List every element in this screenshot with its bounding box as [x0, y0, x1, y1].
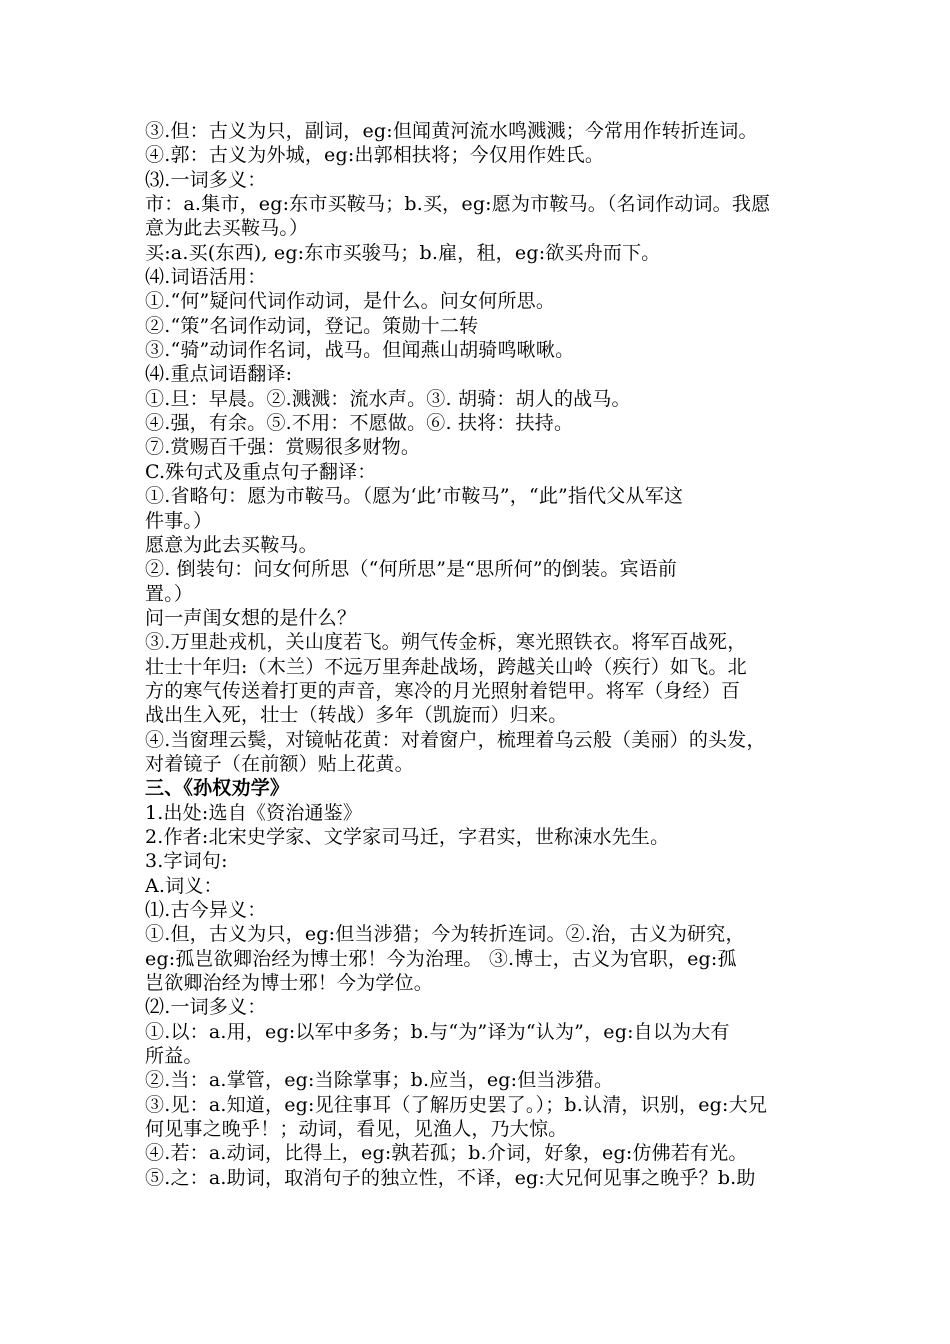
text-line: 2.作者:北宋史学家、文学家司马迁，字君实，世称涑水先生。 — [145, 825, 670, 848]
text-line: ④.当窗理云鬓，对镜帖花黄：对着窗户，梳理着乌云般（美丽）的头发， — [145, 728, 766, 751]
text-line: ⑤.之：a.助词，取消句子的独立性，不译，eg:大兄何见事之晚乎？b.助 — [145, 1166, 756, 1189]
text-line: ③.但：古义为只，副词，eg:但闻黄河流水鸣溅溅；今常用作转折连词。 — [145, 120, 758, 142]
text-line: ①.省略句：愿为市鞍马。（愿为‘此’市鞍马”，“此”指代父从军这 — [145, 485, 684, 508]
text-line: ①.“何”疑问代词作动词，是什么。问女何所思。 — [145, 290, 556, 313]
section-label: ⑵.一词多义： — [145, 996, 267, 1019]
section-heading: 三、《孙权劝学》 — [145, 777, 290, 800]
text-line: 战出生入死，壮士（转战）多年（凯旋而）归来。 — [145, 704, 568, 727]
text-line: 市：a.集市，eg:东市买鞍马；b.买，eg:愿为市鞍马。（名词作动词。我愿 — [145, 193, 771, 216]
text-line: 对着镜子（在前额）贴上花黄。 — [145, 752, 414, 775]
text-line: ②. 倒装句：问女何所思（“何所思”是“思所何”的倒装。宾语前 — [145, 558, 678, 581]
text-line: 何见事之晚乎！；动词，看见，见渔人，乃大惊。 — [145, 1118, 568, 1141]
text-line: ④.强，有余。⑤.不用：不愿做。⑥. 扶将：扶持。 — [145, 412, 574, 435]
text-line: 买:a.买(东西), eg:东市买骏马；b.雇，租，eg:欲买舟而下。 — [145, 241, 661, 264]
section-label: C.殊句式及重点句子翻译： — [145, 460, 377, 483]
section-label: ⑷.重点词语翻译: — [145, 363, 293, 386]
section-label: ⑴.古今异义： — [145, 899, 267, 921]
text-line: ④.若：a.动词，比得上，eg:孰若孤；b.介词，好象，eg:仿佛若有光。 — [145, 1142, 748, 1165]
document-body — [145, 119, 825, 1190]
text-line: 岂欲卿治经为博士邪！今为学位。 — [145, 972, 434, 995]
text-line: 3.字词句: — [145, 850, 228, 873]
text-line: ②.“策”名词作动词，登记。策勋十二转 — [145, 314, 479, 337]
text-line: 意为此去买鞍马。） — [145, 217, 309, 240]
section-label: A.词义： — [145, 874, 223, 897]
text-line: 所益。 — [145, 1045, 203, 1068]
text-line: ③.“骑”动词作名词，战马。但闻燕山胡骑鸣啾啾。 — [145, 339, 575, 362]
text-line: ①.旦：早晨。②.溅溅：流水声。③. 胡骑：胡人的战马。 — [145, 387, 631, 410]
text-line: ③.见：a.知道，eg:见往事耳（了解历史罢了。）；b.认清，识别，eg:大兄 — [145, 1093, 768, 1116]
text-line: ②.当：a.掌管，eg:当除掌事；b.应当，eg:但当涉猎。 — [145, 1069, 614, 1092]
text-line: eg:孤岂欲卿治经为博士邪！今为治理。 ③.博士，古义为官职，eg:孤 — [145, 947, 737, 970]
text-line: ①.但，古义为只，eg:但当涉猎；今为转折连词。②.治，古义为研究， — [145, 923, 745, 946]
text-line: 件事。） — [145, 509, 213, 532]
text-line: ④.郭：古义为外城，eg:出郭相扶将；今仅用作姓氏。 — [145, 144, 605, 167]
text-line: ⑦.赏赐百千强：赏赐很多财物。 — [145, 436, 421, 459]
text-line: ③.万里赴戎机，关山度若飞。朔气传金柝，寒光照铁衣。将军百战死， — [145, 631, 747, 654]
text-line: 1.出处:选自《资治通鉴》 — [145, 801, 363, 824]
section-label: ⑷.词语活用： — [145, 266, 267, 289]
text-line: 方的寒气传送着打更的声音，寒冷的月光照射着铠甲。将军（身经）百 — [145, 679, 741, 702]
text-line: 问一声闺女想的是什么？ — [145, 606, 357, 629]
section-label: ⑶.一词多义： — [145, 168, 267, 191]
text-line: 愿意为此去买鞍马。 — [145, 533, 318, 556]
text-line: 置。） — [145, 582, 194, 605]
text-line: ①.以：a.用，eg:以军中多务；b.与“为”译为“认为”，eg:自以为大有 — [145, 1020, 730, 1043]
text-line: 壮士十年归:（木兰）不远万里奔赴战场，跨越关山岭（疾行）如飞。北 — [145, 655, 747, 678]
